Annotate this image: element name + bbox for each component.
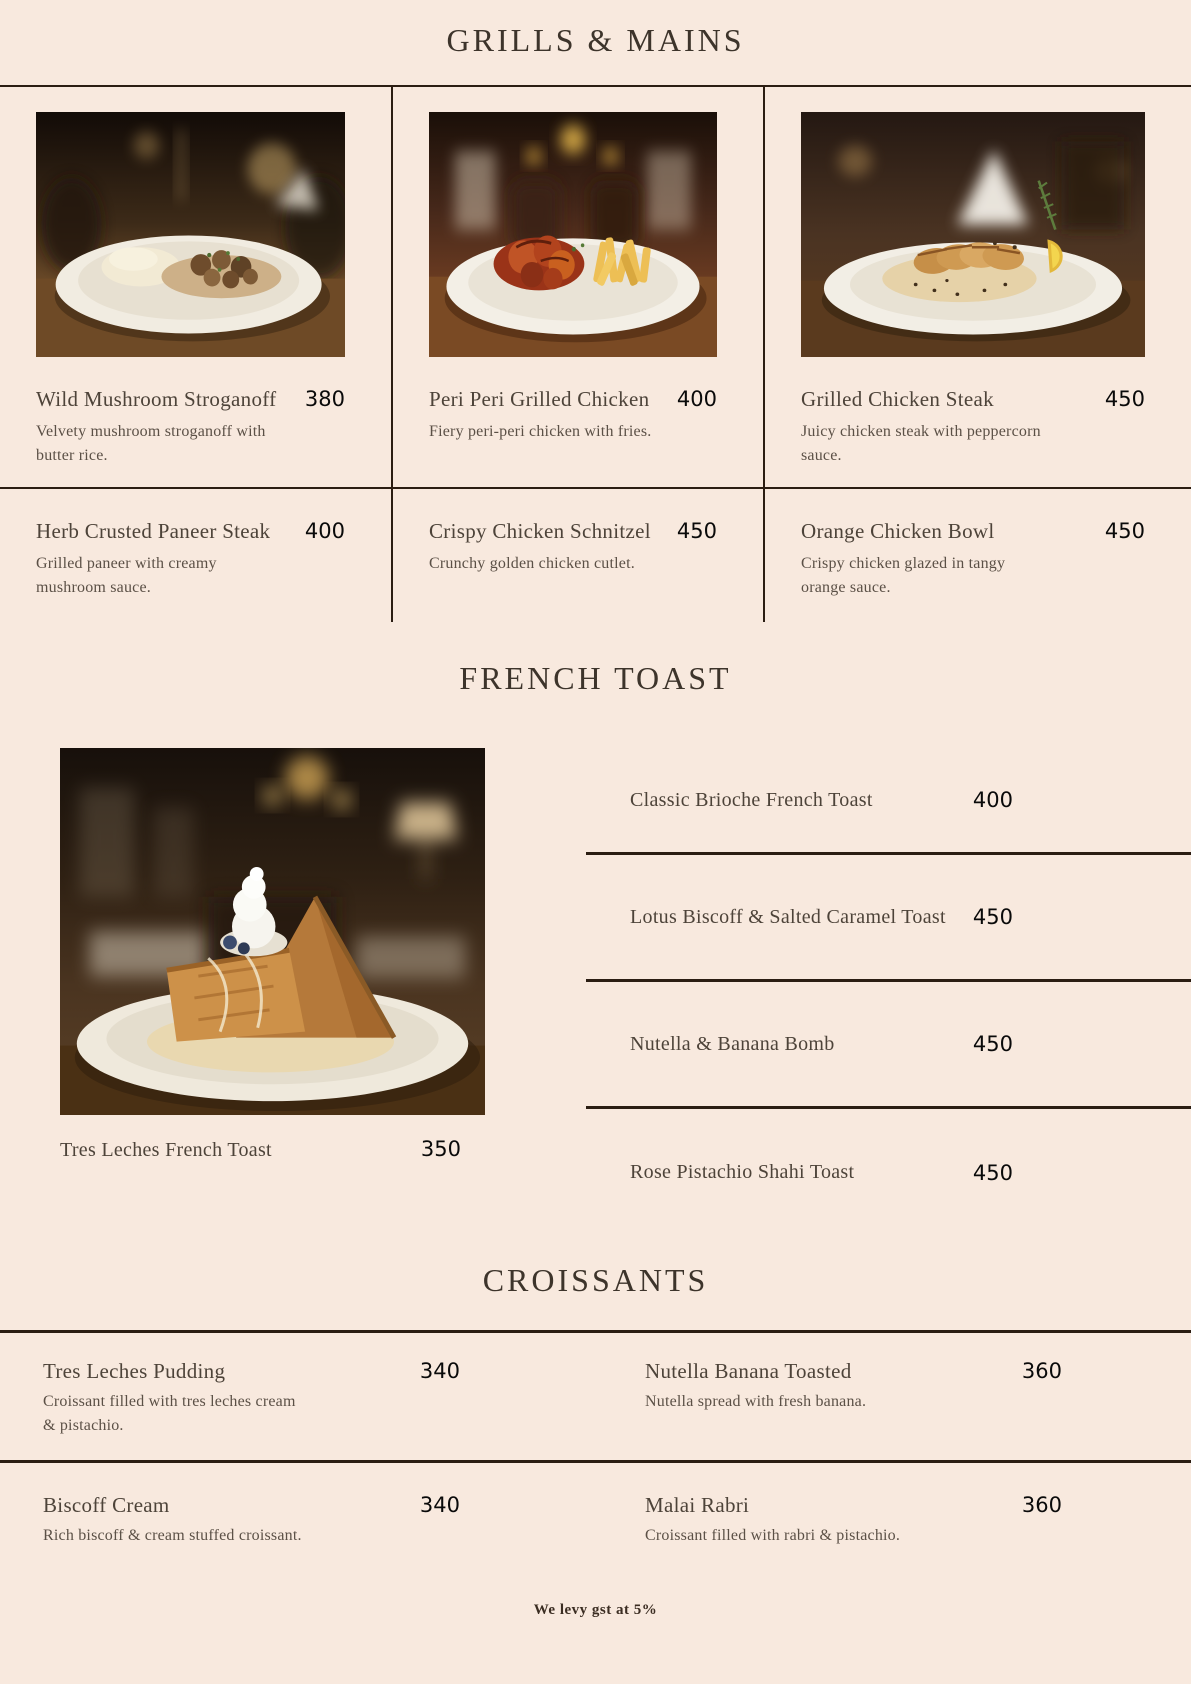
item-name: Classic Brioche French Toast <box>630 788 873 811</box>
item-description: Grilled paneer with creamy mushroom sauce. <box>36 555 217 596</box>
menu-item-card <box>0 489 391 622</box>
item-price: 450 <box>1104 387 1145 411</box>
item-name: Rose Pistachio Shahi Toast <box>630 1161 855 1183</box>
tres-leches-french-toast-photo <box>60 748 485 1115</box>
menu-item-card <box>0 1333 595 1463</box>
menu-item-card <box>765 87 1191 489</box>
item-price: 400 <box>972 788 1013 812</box>
menu-item-card <box>0 87 391 489</box>
item-price: 340 <box>419 1493 460 1517</box>
item-price: 350 <box>420 1137 461 1161</box>
menu-item-card <box>765 489 1191 622</box>
french-toast-section-title: FRENCH TOAST <box>459 660 732 696</box>
list-item <box>586 982 1191 1109</box>
item-description: Nutella spread with fresh banana. <box>645 1393 867 1410</box>
gst-footer-note: We levy gst at 5% <box>533 1602 658 1618</box>
item-price: 400 <box>304 519 345 543</box>
item-name: Peri Peri Grilled Chicken <box>429 387 650 411</box>
menu-item-card <box>595 1463 1191 1623</box>
item-description: Crispy chicken glazed in tangy orange sauce. <box>801 555 1006 596</box>
item-price: 380 <box>304 387 345 411</box>
item-description: Croissant filled with tres leches cream & pistachio. <box>43 1393 296 1434</box>
list-item <box>586 748 1191 855</box>
item-name: Tres Leches Pudding <box>43 1359 226 1383</box>
list-item <box>586 855 1191 982</box>
menu-item-card <box>0 1463 595 1623</box>
item-description: Velvety mushroom stroganoff with butter rice. <box>36 423 266 464</box>
menu-item-card <box>595 1333 1191 1463</box>
item-description: Crunchy golden chicken cutlet. <box>429 555 635 572</box>
item-name: Nutella & Banana Bomb <box>630 1032 835 1055</box>
grilled-chicken-steak-photo <box>801 112 1145 357</box>
item-description: Juicy chicken steak with peppercorn sauce. <box>801 423 1041 464</box>
item-description: Fiery peri-peri chicken with fries. <box>429 423 652 440</box>
item-price: 340 <box>419 1359 460 1383</box>
grills-grid <box>0 85 1191 622</box>
wild-mushroom-stroganoff-photo <box>36 112 345 357</box>
item-price: 450 <box>676 519 717 543</box>
item-price: 360 <box>1021 1493 1062 1517</box>
peri-peri-grilled-chicken-photo <box>429 112 717 357</box>
item-name: Tres Leches French Toast <box>60 1139 272 1161</box>
french-toast-list <box>586 748 1191 1236</box>
item-name: Wild Mushroom Stroganoff <box>36 387 277 411</box>
item-name: Orange Chicken Bowl <box>801 519 995 543</box>
item-price: 450 <box>972 905 1013 929</box>
item-price: 360 <box>1021 1359 1062 1383</box>
croissants-section-title: CROISSANTS <box>482 1262 709 1298</box>
item-description: Croissant filled with rabri & pistachio. <box>645 1527 901 1544</box>
item-name: Nutella Banana Toasted <box>645 1359 852 1383</box>
croissants-grid <box>0 1330 1191 1623</box>
item-name: Crispy Chicken Schnitzel <box>429 519 651 543</box>
item-price: 400 <box>676 387 717 411</box>
item-description: Rich biscoff & cream stuffed croissant. <box>43 1527 302 1544</box>
item-name: Biscoff Cream <box>43 1493 170 1517</box>
list-item <box>586 1109 1191 1236</box>
item-price: 450 <box>1104 519 1145 543</box>
menu-item-card <box>391 87 765 489</box>
item-name: Malai Rabri <box>645 1493 750 1517</box>
item-price: 450 <box>972 1032 1013 1056</box>
item-name: Lotus Biscoff & Salted Caramel Toast <box>630 905 946 928</box>
item-price: 450 <box>972 1160 1013 1185</box>
grills-section-title: GRILLS & MAINS <box>446 22 745 58</box>
item-name: Grilled Chicken Steak <box>801 387 994 411</box>
item-name: Herb Crusted Paneer Steak <box>36 519 271 543</box>
featured-toast-block <box>60 748 485 1162</box>
menu-item-card <box>391 489 765 622</box>
